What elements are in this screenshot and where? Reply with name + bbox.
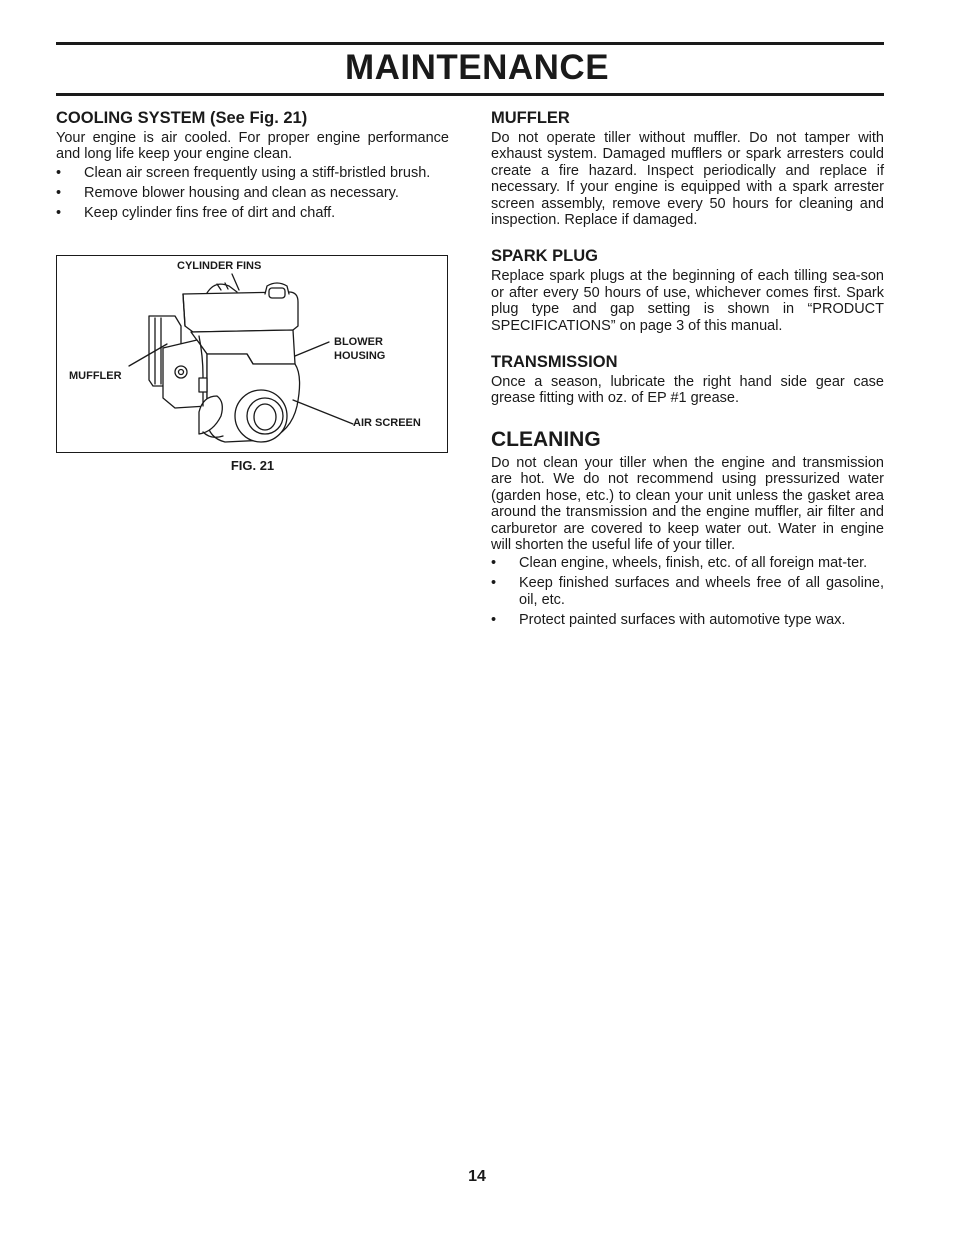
bullet-glyph: • bbox=[491, 611, 497, 628]
cleaning-text: Do not clean your tiller when the engine and transmission are hot. We do not recommend using pressurized water (garden hose, etc.) to clean your unit unless the gasket area around the transmission and the engine muffler, air filter and carburetor are covered to keep water out. Water in engine will shorten the useful life of your tiller. bbox=[491, 454, 884, 553]
label-cylinder-fins: CYLINDER FINS bbox=[177, 260, 262, 272]
cooling-system-intro: Your engine is air cooled. For proper engine performance and long life keep your engine clean. bbox=[56, 130, 449, 163]
bullet-glyph: • bbox=[56, 164, 62, 181]
spark-plug-heading: SPARK PLUG bbox=[491, 247, 598, 266]
list-item: • Protect painted surfaces with automotive type wax. bbox=[491, 611, 846, 628]
transmission-text: Once a season, lubricate the right hand side gear case grease fitting with oz. of EP #1 grease. bbox=[491, 374, 884, 407]
label-blower-housing-line1: BLOWER bbox=[334, 336, 383, 348]
engine-figure bbox=[56, 255, 448, 453]
cleaning-heading: CLEANING bbox=[491, 427, 601, 451]
right-column bbox=[491, 108, 884, 631]
header-rule-top bbox=[56, 42, 884, 45]
label-blower-housing-line2: HOUSING bbox=[334, 350, 386, 362]
transmission-heading: TRANSMISSION bbox=[491, 353, 618, 372]
page-title: MAINTENANCE bbox=[344, 48, 610, 87]
list-item: • Clean air screen frequently using a stiff-bristled brush. bbox=[56, 164, 431, 181]
muffler-text: Do not operate tiller without muffler. Do not tamper with exhaust system. Damaged mufflers or spark arresters could create a fire hazard. Inspect periodically and replace if necessary. If your engine is equipped with a spark arrester screen assembly, remove every 50 hours for cleaning and inspection. Replace if damaged. bbox=[491, 130, 884, 229]
label-air-screen: AIR SCREEN bbox=[353, 417, 421, 429]
list-item: • Remove blower housing and clean as necessary. bbox=[56, 184, 399, 201]
spark-plug-text: Replace spark plugs at the beginning of each tilling sea-son or after every 50 hours of use, whichever comes first. Spark plug type and gap setting is shown in “PRODUCT SPECIFICATIONS” on page 3 of this manual. bbox=[491, 268, 884, 334]
list-item: • Clean engine, wheels, finish, etc. of all foreign mat-ter. bbox=[491, 555, 868, 572]
page-number: 14 bbox=[468, 1168, 486, 1185]
bullet-glyph: • bbox=[491, 575, 497, 592]
cooling-system-heading: COOLING SYSTEM (See Fig. 21) bbox=[56, 109, 308, 127]
muffler-heading: MUFFLER bbox=[491, 109, 570, 127]
figure-caption: FIG. 21 bbox=[230, 458, 275, 473]
list-item: • Keep cylinder fins free of dirt and chaff. bbox=[56, 204, 336, 221]
cleaning-bullets bbox=[491, 555, 884, 628]
list-item: • Keep finished surfaces and wheels free of all gasoline, oil, etc. bbox=[491, 575, 884, 608]
label-muffler: MUFFLER bbox=[69, 370, 122, 382]
bullet-glyph: • bbox=[491, 555, 497, 572]
bullet-glyph: • bbox=[56, 204, 62, 221]
bullet-glyph: • bbox=[56, 184, 62, 201]
left-column bbox=[56, 108, 449, 225]
header-rule-bottom bbox=[56, 93, 884, 96]
cooling-system-bullets bbox=[56, 165, 449, 221]
